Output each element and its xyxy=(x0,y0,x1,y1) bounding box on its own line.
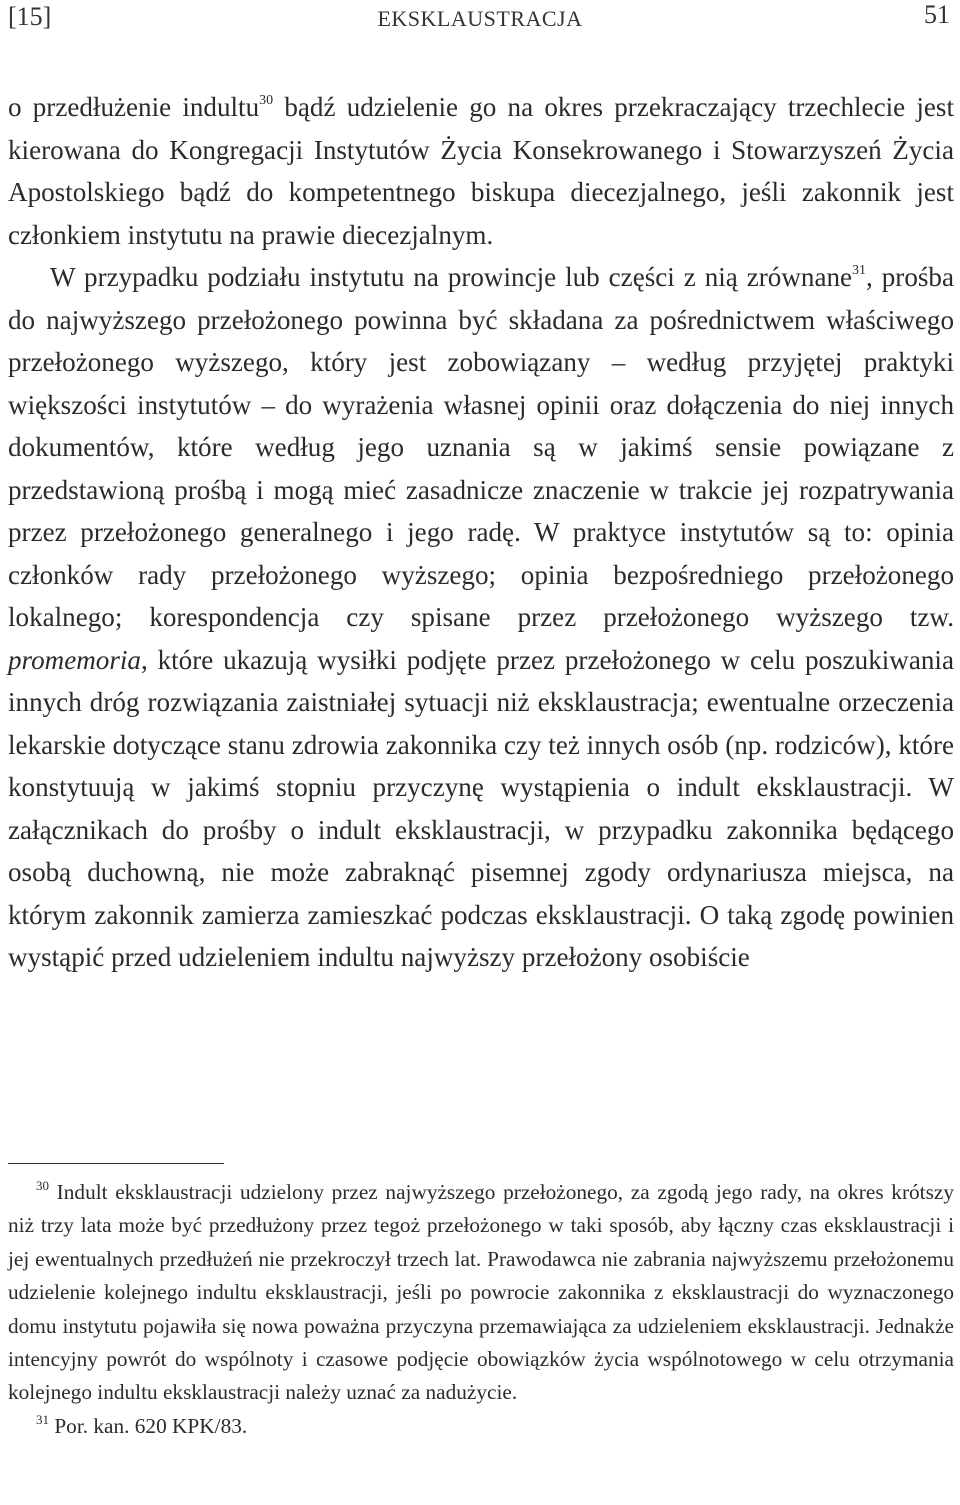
footnotes xyxy=(8,1176,954,1443)
footnote-ref-30[interactable]: 30 xyxy=(259,93,274,108)
paragraph-2-text-middle: , prośba do najwyższego przełożonego powinna być składana za pośrednictwem właściwego przełożonego wyższego, który jest zobowiązany – według przyjętej praktyki większości instytutów – do wyrażenia własnej opinii oraz dołączenia do niej innych dokumentów, które według jego uznania są w jakimś sensie powiązane z przedstawioną prośbą i mogą mieć zasadnicze znaczenie w trakcie jej rozpatrywania przez przełożonego generalnego i jego radę. W praktyce instytutów są to: opinia członków rady przełożonego wyższego; opinia bezpośredniego przełożonego lokalnego; korespondencja czy spisane przez przełożonego wyższego tzw. xyxy=(8,262,954,632)
paragraph-1-text-end: bądź udzielenie go na okres przekraczający trzechlecie jest kierowana do Kongregacji Instytutów Życia Konsekrowanego i Stowarzyszeń Życia Apostolskiego bądź do kompetentnego biskupa diecezjalnego, jeśli zakonnik jest członkiem instytutu na prawie diecezjalnym. xyxy=(8,92,954,250)
running-header xyxy=(8,0,952,36)
footnote-number: 30 xyxy=(36,1178,49,1193)
page-number: 51 xyxy=(924,0,950,29)
main-text xyxy=(8,86,954,979)
footnote-ref-31[interactable]: 31 xyxy=(852,263,867,278)
paragraph-2-text-end: , które ukazują wysiłki podjęte przez przełożonego w celu poszukiwania innych dróg rozwiązania zaistniałej sytuacji niż eksklaustracja; ewentualne orzeczenia lekarskie dotyczące stanu zdrowia zakonnika czy też innych osób (np. rodziców), które konstytuują w jakimś stopniu przyczynę wystąpienia o indult eksklaustracji. W załącznikach do prośby o indult eksklaustracji, w przypadku zakonnika będącego osobą duchowną, nie może zabraknąć pisemnej zgody ordynariusza miejsca, na którym zakonnik zamierza zamieszkać podczas eksklaustracji. O taką zgodę powinien wystąpić przed udzieleniem indultu najwyższy przełożony osobiście xyxy=(8,644,954,972)
paragraph-2 xyxy=(8,256,954,979)
italic-term: promemoria xyxy=(8,644,141,675)
paragraph-1-text-start: o przedłużenie indultu xyxy=(8,92,260,122)
footnote-text: Indult eksklaustracji udzielony przez najwyższego przełożonego, za zgodą jego rady, na okres krótszy niż trzy lata może być przedłużony przez tegoż przełożonego w taki sposób, aby łączny czas eksklaustracji i jej ewentualnych przedłużeń nie przekroczył trzech lat. Prawodawca nie zabrania najwyższemu przełożonemu udzielenie kolejnego indultu eksklaustracji, jeśli po powrocie zakonnika z eksklaustracji do wyznaczonego domu instytutu pojawiła się nowa poważna przyczyna przemawiająca za udzieleniem eksklaustracji. Jednakże intencyjny powrót do wspólnoty i czasowe podjęcie obowiązków życia wspólnotowego w celu otrzymania kolejnego indultu eksklaustracji należy uznać za nadużycie. xyxy=(8,1180,954,1405)
footnote-text: Por. kan. 620 KPK/83. xyxy=(49,1413,248,1438)
running-title: EKSKLAUSTRACJA xyxy=(377,6,583,31)
paragraph-2-text-start: W przypadku podziału instytutu na prowincje lub części z nią zrównane xyxy=(50,262,853,292)
footnote-31 xyxy=(8,1410,954,1443)
footnote-number: 31 xyxy=(36,1411,49,1427)
paragraph-1 xyxy=(8,86,954,256)
section-reference: [15] xyxy=(8,2,52,31)
footnote-separator xyxy=(8,1163,224,1164)
footnote-30 xyxy=(8,1176,954,1410)
